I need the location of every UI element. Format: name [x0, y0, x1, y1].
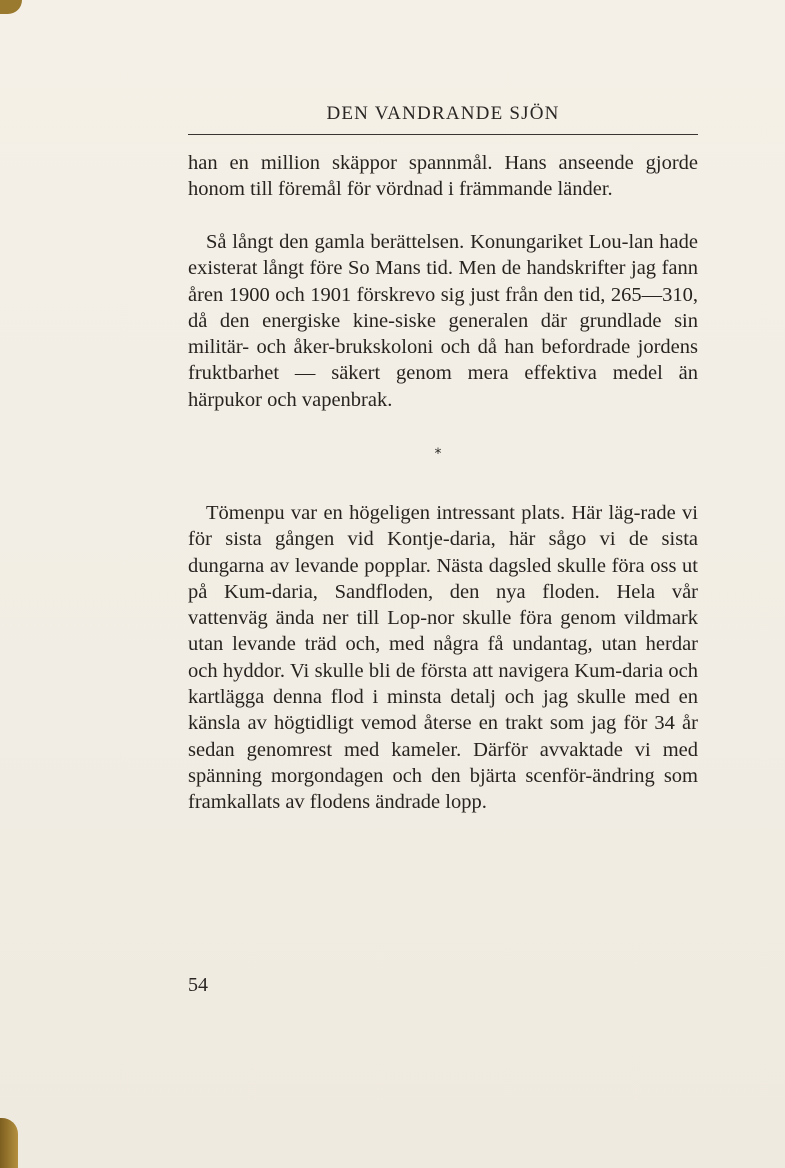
page-corner-mark: [0, 0, 22, 14]
page-number: 54: [188, 974, 208, 996]
section-separator: *: [434, 446, 442, 462]
header-rule: [188, 134, 698, 135]
bookmark-ribbon: [0, 1118, 18, 1168]
running-head: DEN VANDRANDE SJÖN: [326, 103, 560, 124]
paragraph-3: Tömenpu var en högeligen intressant plats. Här läg-rade vi för sista gången vid Kontje-daria, här sågo vi de sista dungarna av levande popplar. Nästa dagsled skulle föra oss ut på Kum-daria, Sandfloden, den nya floden. Hela vår vattenväg ända ner till Lop-nor skulle föra genom vildmark utan levande träd och, med några få undantag, utan herdar och hyddor. Vi skulle bli de första att navigera Kum-daria och kartlägga denna flod i minsta detalj och jag skulle med en känsla av högtidligt vemod återse en trakt som jag för 34 år sedan genomrest med kameler. Därför avvaktade vi med spänning morgondagen och den bjärta scenför-ändring som framkallats av flodens ändrade lopp.: [188, 502, 698, 814]
paragraph-1: han en million skäppor spannmål. Hans anseende gjorde honom till föremål för vördnad i främmande länder.: [188, 152, 698, 201]
paragraph-2: Så långt den gamla berättelsen. Konungariket Lou-lan hade existerat långt före So Mans tid. Men de handskrifter jag fann åren 1900 och 1901 förskrevo sig just från den tid, 265—310, då den energiske kine-siske generalen där grundlade sin militär- och åker-brukskoloni och då han befordrade jordens fruktbarhet — säkert genom mera effektiva medel än härpukor och vapenbrak.: [188, 231, 698, 411]
